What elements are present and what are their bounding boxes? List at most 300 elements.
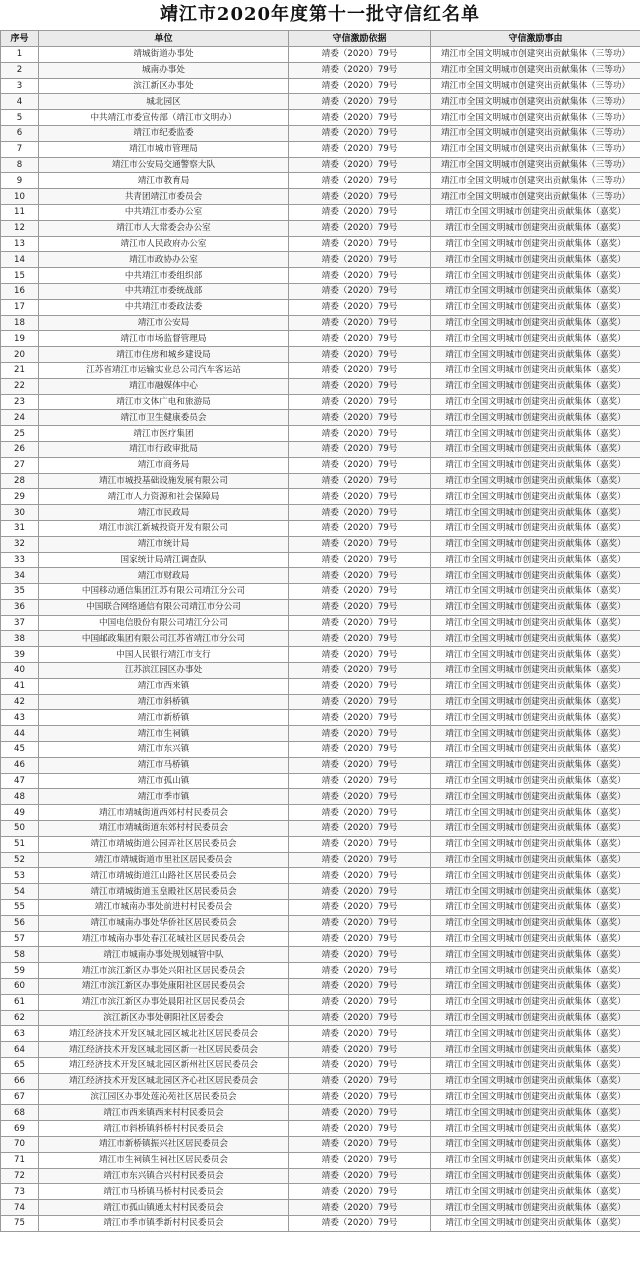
- table-row: [1, 252, 640, 268]
- row-number-cell: 42: [1, 694, 39, 710]
- incentive-basis-cell: 靖委（2020）79号: [289, 520, 431, 536]
- table-row: [1, 378, 640, 394]
- table-row: [1, 789, 640, 805]
- incentive-reason-cell: 靖江市全国文明城市创建突出贡献集体（三等功）: [431, 110, 640, 126]
- table-row: [1, 47, 640, 63]
- row-number-cell: 29: [1, 489, 39, 505]
- row-number-cell: 40: [1, 663, 39, 679]
- table-row: [1, 599, 640, 615]
- incentive-reason-cell: 靖江市全国文明城市创建突出贡献集体（嘉奖）: [431, 647, 640, 663]
- row-number-cell: 4: [1, 94, 39, 110]
- unit-name-cell: 靖江市住房和城乡建设局: [39, 347, 289, 363]
- unit-name-cell: 靖江市靖城街道东郊村村民委员会: [39, 821, 289, 837]
- table-row: [1, 489, 640, 505]
- incentive-reason-cell: 靖江市全国文明城市创建突出贡献集体（嘉奖）: [431, 710, 640, 726]
- table-row: [1, 173, 640, 189]
- row-number-cell: 31: [1, 520, 39, 536]
- incentive-reason-cell: 靖江市全国文明城市创建突出贡献集体（嘉奖）: [431, 299, 640, 315]
- unit-name-cell: 滨江新区办事处: [39, 78, 289, 94]
- incentive-reason-cell: 靖江市全国文明城市创建突出贡献集体（嘉奖）: [431, 979, 640, 995]
- row-number-cell: 36: [1, 599, 39, 615]
- unit-name-cell: 靖江市商务局: [39, 457, 289, 473]
- unit-name-cell: 靖江市卫生健康委员会: [39, 410, 289, 426]
- unit-name-cell: 靖江市马桥镇马桥村村民委员会: [39, 1184, 289, 1200]
- incentive-reason-cell: 靖江市全国文明城市创建突出贡献集体（嘉奖）: [431, 1010, 640, 1026]
- table-row: [1, 220, 640, 236]
- incentive-basis-cell: 靖委（2020）79号: [289, 710, 431, 726]
- incentive-basis-cell: 靖委（2020）79号: [289, 441, 431, 457]
- table-row: [1, 694, 640, 710]
- row-number-cell: 1: [1, 47, 39, 63]
- table-row: [1, 1105, 640, 1121]
- row-number-cell: 46: [1, 757, 39, 773]
- unit-name-cell: 中国电信股份有限公司靖江分公司: [39, 615, 289, 631]
- table-row: [1, 62, 640, 78]
- unit-name-cell: 中共靖江市委办公室: [39, 204, 289, 220]
- table-row: [1, 631, 640, 647]
- table-row: [1, 757, 640, 773]
- incentive-basis-cell: 靖委（2020）79号: [289, 1058, 431, 1074]
- row-number-cell: 5: [1, 110, 39, 126]
- row-number-cell: 9: [1, 173, 39, 189]
- unit-name-cell: 靖江市行政审批局: [39, 441, 289, 457]
- incentive-basis-cell: 靖委（2020）79号: [289, 663, 431, 679]
- incentive-reason-cell: 靖江市全国文明城市创建突出贡献集体（嘉奖）: [431, 362, 640, 378]
- incentive-basis-cell: 靖委（2020）79号: [289, 78, 431, 94]
- row-number-cell: 23: [1, 394, 39, 410]
- table-row: [1, 394, 640, 410]
- incentive-basis-cell: 靖委（2020）79号: [289, 299, 431, 315]
- row-number-cell: 61: [1, 994, 39, 1010]
- row-number-cell: 30: [1, 505, 39, 521]
- incentive-reason-cell: 靖江市全国文明城市创建突出贡献集体（嘉奖）: [431, 315, 640, 331]
- unit-name-cell: 靖江市人民政府办公室: [39, 236, 289, 252]
- row-number-cell: 39: [1, 647, 39, 663]
- table-row: [1, 1073, 640, 1089]
- table-row: [1, 552, 640, 568]
- incentive-basis-cell: 靖委（2020）79号: [289, 742, 431, 758]
- table-row: [1, 1168, 640, 1184]
- unit-name-cell: 共青团靖江市委员会: [39, 189, 289, 205]
- table-row: [1, 821, 640, 837]
- row-number-cell: 37: [1, 615, 39, 631]
- row-number-cell: 2: [1, 62, 39, 78]
- incentive-basis-cell: 靖委（2020）79号: [289, 789, 431, 805]
- unit-name-cell: 中共靖江市委宣传部（靖江市文明办）: [39, 110, 289, 126]
- unit-name-cell: 靖江市公安局: [39, 315, 289, 331]
- table-row: [1, 1058, 640, 1074]
- table-row: [1, 805, 640, 821]
- table-row: [1, 915, 640, 931]
- unit-name-cell: 靖江市东兴镇: [39, 742, 289, 758]
- row-number-cell: 54: [1, 884, 39, 900]
- incentive-basis-cell: 靖委（2020）79号: [289, 1152, 431, 1168]
- table-row: [1, 726, 640, 742]
- unit-name-cell: 中共靖江市委组织部: [39, 268, 289, 284]
- row-number-cell: 8: [1, 157, 39, 173]
- incentive-basis-cell: 靖委（2020）79号: [289, 283, 431, 299]
- table-row: [1, 773, 640, 789]
- unit-name-cell: 靖江市季市镇: [39, 789, 289, 805]
- incentive-basis-cell: 靖委（2020）79号: [289, 805, 431, 821]
- table-row: [1, 362, 640, 378]
- incentive-reason-cell: 靖江市全国文明城市创建突出贡献集体（嘉奖）: [431, 1073, 640, 1089]
- table-row: [1, 1152, 640, 1168]
- row-number-cell: 32: [1, 536, 39, 552]
- incentive-basis-cell: 靖委（2020）79号: [289, 141, 431, 157]
- incentive-reason-cell: 靖江市全国文明城市创建突出贡献集体（嘉奖）: [431, 994, 640, 1010]
- table-row: [1, 584, 640, 600]
- incentive-basis-cell: 靖委（2020）79号: [289, 884, 431, 900]
- table-row: [1, 900, 640, 916]
- incentive-basis-cell: 靖委（2020）79号: [289, 552, 431, 568]
- row-number-cell: 21: [1, 362, 39, 378]
- row-number-cell: 45: [1, 742, 39, 758]
- incentive-reason-cell: 靖江市全国文明城市创建突出贡献集体（嘉奖）: [431, 268, 640, 284]
- unit-name-cell: 靖江市孤山镇通太村村民委员会: [39, 1200, 289, 1216]
- incentive-reason-cell: 靖江市全国文明城市创建突出贡献集体（嘉奖）: [431, 742, 640, 758]
- incentive-basis-cell: 靖委（2020）79号: [289, 836, 431, 852]
- table-row: [1, 157, 640, 173]
- table-row: [1, 347, 640, 363]
- incentive-basis-cell: 靖委（2020）79号: [289, 1089, 431, 1105]
- incentive-reason-cell: 靖江市全国文明城市创建突出贡献集体（嘉奖）: [431, 489, 640, 505]
- incentive-reason-cell: 靖江市全国文明城市创建突出贡献集体（嘉奖）: [431, 615, 640, 631]
- incentive-reason-cell: 靖江市全国文明城市创建突出贡献集体（嘉奖）: [431, 473, 640, 489]
- column-header-unit: 单位: [39, 31, 289, 47]
- unit-name-cell: 中国邮政集团有限公司江苏省靖江市分公司: [39, 631, 289, 647]
- unit-name-cell: 靖江市生祠镇生祠社区居民委员会: [39, 1152, 289, 1168]
- incentive-basis-cell: 靖委（2020）79号: [289, 1215, 431, 1231]
- incentive-basis-cell: 靖委（2020）79号: [289, 268, 431, 284]
- incentive-reason-cell: 靖江市全国文明城市创建突出贡献集体（嘉奖）: [431, 1184, 640, 1200]
- unit-name-cell: 中国联合网络通信有限公司靖江市分公司: [39, 599, 289, 615]
- unit-name-cell: 滨江新区办事处朝阳社区居委会: [39, 1010, 289, 1026]
- incentive-basis-cell: 靖委（2020）79号: [289, 900, 431, 916]
- incentive-reason-cell: 靖江市全国文明城市创建突出贡献集体（嘉奖）: [431, 868, 640, 884]
- incentive-basis-cell: 靖委（2020）79号: [289, 426, 431, 442]
- row-number-cell: 26: [1, 441, 39, 457]
- unit-name-cell: 城北园区: [39, 94, 289, 110]
- table-row: [1, 1184, 640, 1200]
- unit-name-cell: 靖江市滨江新区办事处晨阳社区居民委员会: [39, 994, 289, 1010]
- table-row: [1, 947, 640, 963]
- table-row: [1, 663, 640, 679]
- incentive-reason-cell: 靖江市全国文明城市创建突出贡献集体（三等功）: [431, 189, 640, 205]
- incentive-reason-cell: 靖江市全国文明城市创建突出贡献集体（嘉奖）: [431, 963, 640, 979]
- incentive-basis-cell: 靖委（2020）79号: [289, 220, 431, 236]
- table-row: [1, 204, 640, 220]
- row-number-cell: 28: [1, 473, 39, 489]
- unit-name-cell: 靖江市统计局: [39, 536, 289, 552]
- incentive-basis-cell: 靖委（2020）79号: [289, 204, 431, 220]
- incentive-reason-cell: 靖江市全国文明城市创建突出贡献集体（嘉奖）: [431, 789, 640, 805]
- incentive-basis-cell: 靖委（2020）79号: [289, 1042, 431, 1058]
- incentive-reason-cell: 靖江市全国文明城市创建突出贡献集体（嘉奖）: [431, 1026, 640, 1042]
- table-row: [1, 678, 640, 694]
- table-row: [1, 994, 640, 1010]
- incentive-basis-cell: 靖委（2020）79号: [289, 536, 431, 552]
- row-number-cell: 72: [1, 1168, 39, 1184]
- incentive-basis-cell: 靖委（2020）79号: [289, 852, 431, 868]
- incentive-reason-cell: 靖江市全国文明城市创建突出贡献集体（嘉奖）: [431, 378, 640, 394]
- incentive-basis-cell: 靖委（2020）79号: [289, 505, 431, 521]
- incentive-reason-cell: 靖江市全国文明城市创建突出贡献集体（嘉奖）: [431, 805, 640, 821]
- incentive-reason-cell: 靖江市全国文明城市创建突出贡献集体（嘉奖）: [431, 599, 640, 615]
- incentive-reason-cell: 靖江市全国文明城市创建突出贡献集体（嘉奖）: [431, 1215, 640, 1231]
- incentive-basis-cell: 靖委（2020）79号: [289, 252, 431, 268]
- incentive-reason-cell: 靖江市全国文明城市创建突出贡献集体（嘉奖）: [431, 394, 640, 410]
- incentive-basis-cell: 靖委（2020）79号: [289, 473, 431, 489]
- row-number-cell: 53: [1, 868, 39, 884]
- incentive-basis-cell: 靖委（2020）79号: [289, 315, 431, 331]
- row-number-cell: 66: [1, 1073, 39, 1089]
- incentive-basis-cell: 靖委（2020）79号: [289, 1136, 431, 1152]
- incentive-reason-cell: 靖江市全国文明城市创建突出贡献集体（三等功）: [431, 125, 640, 141]
- incentive-reason-cell: 靖江市全国文明城市创建突出贡献集体（嘉奖）: [431, 931, 640, 947]
- incentive-basis-cell: 靖委（2020）79号: [289, 189, 431, 205]
- row-number-cell: 59: [1, 963, 39, 979]
- unit-name-cell: 国家统计局靖江调查队: [39, 552, 289, 568]
- table-row: [1, 1010, 640, 1026]
- unit-name-cell: 江苏省靖江市运输实业总公司汽车客运站: [39, 362, 289, 378]
- unit-name-cell: 中国移动通信集团江苏有限公司靖江分公司: [39, 584, 289, 600]
- unit-name-cell: 靖江市新桥镇: [39, 710, 289, 726]
- incentive-reason-cell: 靖江市全国文明城市创建突出贡献集体（三等功）: [431, 78, 640, 94]
- incentive-basis-cell: 靖委（2020）79号: [289, 173, 431, 189]
- incentive-basis-cell: 靖委（2020）79号: [289, 631, 431, 647]
- incentive-basis-cell: 靖委（2020）79号: [289, 821, 431, 837]
- incentive-basis-cell: 靖委（2020）79号: [289, 410, 431, 426]
- unit-name-cell: 靖江经济技术开发区城北园区新州社区居民委员会: [39, 1058, 289, 1074]
- unit-name-cell: 靖城街道办事处: [39, 47, 289, 63]
- incentive-reason-cell: 靖江市全国文明城市创建突出贡献集体（嘉奖）: [431, 1121, 640, 1137]
- unit-name-cell: 滨江园区办事处莲沁苑社区居民委员会: [39, 1089, 289, 1105]
- unit-name-cell: 靖江市马桥镇: [39, 757, 289, 773]
- table-row: [1, 710, 640, 726]
- incentive-basis-cell: 靖委（2020）79号: [289, 568, 431, 584]
- row-number-cell: 14: [1, 252, 39, 268]
- row-number-cell: 56: [1, 915, 39, 931]
- incentive-reason-cell: 靖江市全国文明城市创建突出贡献集体（嘉奖）: [431, 1168, 640, 1184]
- unit-name-cell: 靖江市城南办事处华侨社区居民委员会: [39, 915, 289, 931]
- table-row: [1, 520, 640, 536]
- incentive-basis-cell: 靖委（2020）79号: [289, 110, 431, 126]
- unit-name-cell: 靖江市融媒体中心: [39, 378, 289, 394]
- incentive-basis-cell: 靖委（2020）79号: [289, 994, 431, 1010]
- row-number-cell: 71: [1, 1152, 39, 1168]
- table-row: [1, 1026, 640, 1042]
- table-row: [1, 78, 640, 94]
- row-number-cell: 27: [1, 457, 39, 473]
- row-number-cell: 43: [1, 710, 39, 726]
- row-number-cell: 11: [1, 204, 39, 220]
- row-number-cell: 52: [1, 852, 39, 868]
- incentive-basis-cell: 靖委（2020）79号: [289, 378, 431, 394]
- incentive-reason-cell: 靖江市全国文明城市创建突出贡献集体（嘉奖）: [431, 1058, 640, 1074]
- row-number-cell: 60: [1, 979, 39, 995]
- incentive-reason-cell: 靖江市全国文明城市创建突出贡献集体（三等功）: [431, 94, 640, 110]
- column-header-no: 序号: [1, 31, 39, 47]
- unit-name-cell: 靖江经济技术开发区城北园区新一社区居民委员会: [39, 1042, 289, 1058]
- incentive-basis-cell: 靖委（2020）79号: [289, 1105, 431, 1121]
- row-number-cell: 18: [1, 315, 39, 331]
- incentive-reason-cell: 靖江市全国文明城市创建突出贡献集体（三等功）: [431, 47, 640, 63]
- incentive-basis-cell: 靖委（2020）79号: [289, 489, 431, 505]
- unit-name-cell: 靖江市人大常委会办公室: [39, 220, 289, 236]
- unit-name-cell: 靖江市靖城街道公园弄社区居民委员会: [39, 836, 289, 852]
- row-number-cell: 55: [1, 900, 39, 916]
- incentive-basis-cell: 靖委（2020）79号: [289, 726, 431, 742]
- unit-name-cell: 靖江市生祠镇: [39, 726, 289, 742]
- incentive-basis-cell: 靖委（2020）79号: [289, 931, 431, 947]
- table-row: [1, 1121, 640, 1137]
- incentive-reason-cell: 靖江市全国文明城市创建突出贡献集体（嘉奖）: [431, 1089, 640, 1105]
- unit-name-cell: 靖江市靖城街道玉皇殿社区居民委员会: [39, 884, 289, 900]
- row-number-cell: 12: [1, 220, 39, 236]
- incentive-reason-cell: 靖江市全国文明城市创建突出贡献集体（三等功）: [431, 141, 640, 157]
- unit-name-cell: 靖江市人力资源和社会保障局: [39, 489, 289, 505]
- incentive-reason-cell: 靖江市全国文明城市创建突出贡献集体（嘉奖）: [431, 757, 640, 773]
- incentive-reason-cell: 靖江市全国文明城市创建突出贡献集体（嘉奖）: [431, 252, 640, 268]
- page-title: 靖江市2020年度第十一批守信红名单: [159, 4, 481, 25]
- unit-name-cell: 靖江市斜桥镇: [39, 694, 289, 710]
- table-row: [1, 457, 640, 473]
- unit-name-cell: 靖江市民政局: [39, 505, 289, 521]
- table-row: [1, 1200, 640, 1216]
- incentive-reason-cell: 靖江市全国文明城市创建突出贡献集体（嘉奖）: [431, 568, 640, 584]
- incentive-reason-cell: 靖江市全国文明城市创建突出贡献集体（嘉奖）: [431, 584, 640, 600]
- table-row: [1, 963, 640, 979]
- table-row: [1, 441, 640, 457]
- incentive-basis-cell: 靖委（2020）79号: [289, 868, 431, 884]
- table-row: [1, 125, 640, 141]
- unit-name-cell: 靖江市西来镇西来村村民委员会: [39, 1105, 289, 1121]
- table-row: [1, 410, 640, 426]
- column-header-reason: 守信激励事由: [431, 31, 640, 47]
- row-number-cell: 67: [1, 1089, 39, 1105]
- row-number-cell: 34: [1, 568, 39, 584]
- incentive-basis-cell: 靖委（2020）79号: [289, 1184, 431, 1200]
- row-number-cell: 22: [1, 378, 39, 394]
- incentive-basis-cell: 靖委（2020）79号: [289, 47, 431, 63]
- incentive-basis-cell: 靖委（2020）79号: [289, 1200, 431, 1216]
- table-row: [1, 1042, 640, 1058]
- row-number-cell: 65: [1, 1058, 39, 1074]
- row-number-cell: 73: [1, 1184, 39, 1200]
- table-row: [1, 1136, 640, 1152]
- table-row: [1, 931, 640, 947]
- incentive-reason-cell: 靖江市全国文明城市创建突出贡献集体（嘉奖）: [431, 1152, 640, 1168]
- unit-name-cell: 靖江市公安局交通警察大队: [39, 157, 289, 173]
- unit-name-cell: 靖江市教育局: [39, 173, 289, 189]
- row-number-cell: 44: [1, 726, 39, 742]
- table-row: [1, 568, 640, 584]
- incentive-basis-cell: 靖委（2020）79号: [289, 757, 431, 773]
- red-list-table: [0, 30, 640, 1232]
- incentive-reason-cell: 靖江市全国文明城市创建突出贡献集体（嘉奖）: [431, 678, 640, 694]
- row-number-cell: 35: [1, 584, 39, 600]
- unit-name-cell: 靖江市城南办事处规划城管中队: [39, 947, 289, 963]
- unit-name-cell: 靖江市城投基础设施发展有限公司: [39, 473, 289, 489]
- table-row: [1, 836, 640, 852]
- row-number-cell: 16: [1, 283, 39, 299]
- incentive-basis-cell: 靖委（2020）79号: [289, 678, 431, 694]
- unit-name-cell: 靖江经济技术开发区城北园区城北社区居民委员会: [39, 1026, 289, 1042]
- row-number-cell: 74: [1, 1200, 39, 1216]
- incentive-reason-cell: 靖江市全国文明城市创建突出贡献集体（嘉奖）: [431, 884, 640, 900]
- incentive-basis-cell: 靖委（2020）79号: [289, 1073, 431, 1089]
- incentive-basis-cell: 靖委（2020）79号: [289, 1010, 431, 1026]
- unit-name-cell: 中共靖江市委政法委: [39, 299, 289, 315]
- incentive-basis-cell: 靖委（2020）79号: [289, 584, 431, 600]
- incentive-reason-cell: 靖江市全国文明城市创建突出贡献集体（嘉奖）: [431, 836, 640, 852]
- incentive-reason-cell: 靖江市全国文明城市创建突出贡献集体（嘉奖）: [431, 821, 640, 837]
- incentive-reason-cell: 靖江市全国文明城市创建突出贡献集体（嘉奖）: [431, 204, 640, 220]
- row-number-cell: 38: [1, 631, 39, 647]
- unit-name-cell: 靖江市政协办公室: [39, 252, 289, 268]
- unit-name-cell: 靖江市新桥镇振兴社区居民委员会: [39, 1136, 289, 1152]
- row-number-cell: 75: [1, 1215, 39, 1231]
- incentive-reason-cell: 靖江市全国文明城市创建突出贡献集体（嘉奖）: [431, 410, 640, 426]
- incentive-reason-cell: 靖江市全国文明城市创建突出贡献集体（嘉奖）: [431, 1136, 640, 1152]
- table-row: [1, 647, 640, 663]
- incentive-reason-cell: 靖江市全国文明城市创建突出贡献集体（嘉奖）: [431, 773, 640, 789]
- table-row: [1, 536, 640, 552]
- incentive-reason-cell: 靖江市全国文明城市创建突出贡献集体（嘉奖）: [431, 900, 640, 916]
- row-number-cell: 24: [1, 410, 39, 426]
- table-row: [1, 315, 640, 331]
- incentive-basis-cell: 靖委（2020）79号: [289, 362, 431, 378]
- unit-name-cell: 城南办事处: [39, 62, 289, 78]
- row-number-cell: 51: [1, 836, 39, 852]
- row-number-cell: 69: [1, 1121, 39, 1137]
- unit-name-cell: 靖江市西来镇: [39, 678, 289, 694]
- incentive-reason-cell: 靖江市全国文明城市创建突出贡献集体（嘉奖）: [431, 915, 640, 931]
- incentive-reason-cell: 靖江市全国文明城市创建突出贡献集体（嘉奖）: [431, 663, 640, 679]
- unit-name-cell: 靖江市靖城街道西郊村村民委员会: [39, 805, 289, 821]
- row-number-cell: 6: [1, 125, 39, 141]
- unit-name-cell: 靖江市东兴镇合兴村村民委员会: [39, 1168, 289, 1184]
- incentive-basis-cell: 靖委（2020）79号: [289, 236, 431, 252]
- row-number-cell: 47: [1, 773, 39, 789]
- incentive-reason-cell: 靖江市全国文明城市创建突出贡献集体（嘉奖）: [431, 520, 640, 536]
- incentive-reason-cell: 靖江市全国文明城市创建突出贡献集体（嘉奖）: [431, 1200, 640, 1216]
- incentive-basis-cell: 靖委（2020）79号: [289, 599, 431, 615]
- incentive-reason-cell: 靖江市全国文明城市创建突出贡献集体（嘉奖）: [431, 347, 640, 363]
- table-row: [1, 852, 640, 868]
- incentive-basis-cell: 靖委（2020）79号: [289, 1168, 431, 1184]
- incentive-reason-cell: 靖江市全国文明城市创建突出贡献集体（嘉奖）: [431, 947, 640, 963]
- unit-name-cell: 靖江市滨江新区办事处兴阳社区居民委员会: [39, 963, 289, 979]
- unit-name-cell: 靖江经济技术开发区城北园区齐心社区居民委员会: [39, 1073, 289, 1089]
- column-header-basis: 守信激励依据: [289, 31, 431, 47]
- incentive-basis-cell: 靖委（2020）79号: [289, 979, 431, 995]
- incentive-basis-cell: 靖委（2020）79号: [289, 615, 431, 631]
- incentive-reason-cell: 靖江市全国文明城市创建突出贡献集体（嘉奖）: [431, 631, 640, 647]
- incentive-basis-cell: 靖委（2020）79号: [289, 773, 431, 789]
- row-number-cell: 41: [1, 678, 39, 694]
- table-row: [1, 473, 640, 489]
- row-number-cell: 17: [1, 299, 39, 315]
- table-row: [1, 110, 640, 126]
- incentive-reason-cell: 靖江市全国文明城市创建突出贡献集体（嘉奖）: [431, 220, 640, 236]
- incentive-basis-cell: 靖委（2020）79号: [289, 694, 431, 710]
- row-number-cell: 13: [1, 236, 39, 252]
- row-number-cell: 64: [1, 1042, 39, 1058]
- unit-name-cell: 靖江市文体广电和旅游局: [39, 394, 289, 410]
- table-row: [1, 1215, 640, 1231]
